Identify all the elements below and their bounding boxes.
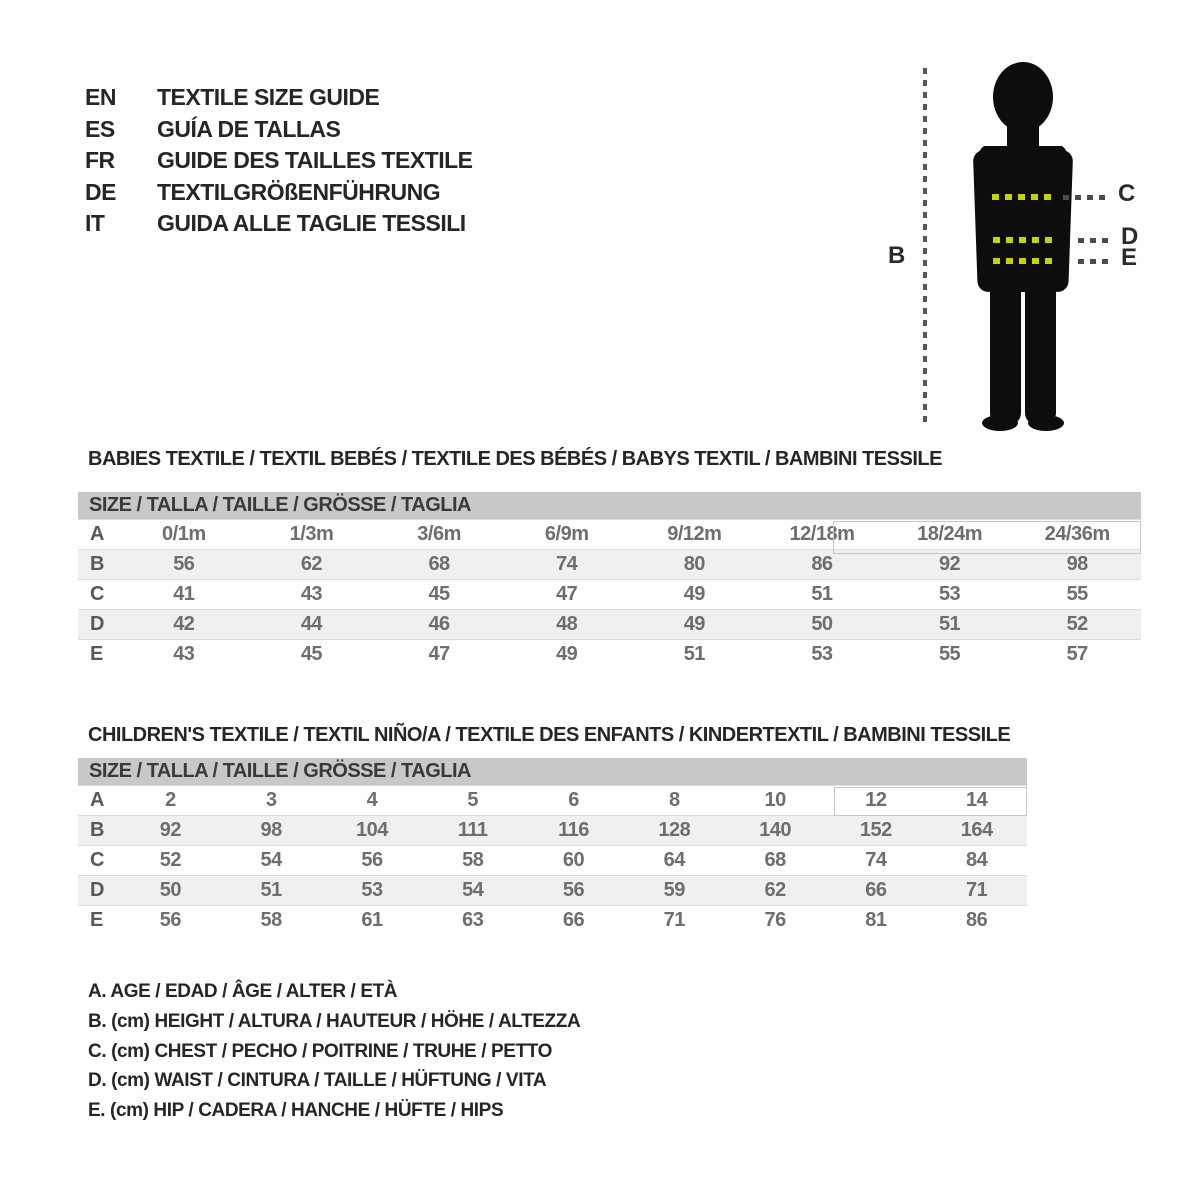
size-cell: 58 xyxy=(462,849,484,871)
size-cell: 49 xyxy=(683,613,705,635)
size-cell: 53 xyxy=(361,879,383,901)
size-cell: 3/6m xyxy=(417,523,461,545)
waist-leader-dots xyxy=(1078,238,1110,243)
size-cell: 55 xyxy=(1066,583,1088,605)
language-title: GUIDA ALLE TAGLIE TESSILI xyxy=(157,210,466,237)
row-letter: B xyxy=(90,819,105,841)
size-cell: 59 xyxy=(663,879,685,901)
language-code: FR xyxy=(85,147,115,174)
child-measurement-diagram xyxy=(880,40,1200,440)
size-cell: 41 xyxy=(173,583,195,605)
language-title: TEXTILGRÖßENFÜHRUNG xyxy=(157,178,441,205)
row-letter: E xyxy=(90,643,104,665)
table-row-d xyxy=(78,609,1141,639)
figure-label-c: C xyxy=(1118,180,1136,207)
size-cell: 98 xyxy=(260,819,282,841)
size-table-header: SIZE / TALLA / TAILLE / GRÖSSE / TAGLIA xyxy=(78,492,1141,519)
size-cell: 104 xyxy=(356,819,388,841)
language-row-en xyxy=(85,84,473,116)
size-cell: 50 xyxy=(811,613,833,635)
size-cell: 24/36m xyxy=(1044,523,1110,545)
size-cell: 63 xyxy=(462,909,484,931)
size-cell: 71 xyxy=(966,879,988,901)
size-cell: 164 xyxy=(960,819,993,841)
hip-dashed-line xyxy=(993,258,1056,264)
size-cell: 52 xyxy=(1066,613,1088,635)
size-cell: 46 xyxy=(428,613,450,635)
row-letter: D xyxy=(90,879,105,901)
size-cell: 62 xyxy=(300,553,323,575)
size-cell: 49 xyxy=(683,583,705,605)
legend-hip: E. (cm) HIP / CADERA / HANCHE / HÜFTE / HIPS xyxy=(88,1100,504,1122)
size-cell: 66 xyxy=(865,879,887,901)
language-row-es xyxy=(85,116,473,148)
size-cell: 3 xyxy=(265,789,277,811)
size-cell: 58 xyxy=(260,909,282,931)
hip-leader-dots xyxy=(1078,259,1110,264)
size-cell: 76 xyxy=(764,909,786,931)
size-cell: 42 xyxy=(173,613,195,635)
size-cell: 68 xyxy=(428,553,450,575)
size-cell: 111 xyxy=(457,819,488,841)
size-cell: 12 xyxy=(865,789,887,811)
figure-label-e: E xyxy=(1121,244,1138,271)
legend-height: B. (cm) HEIGHT / ALTURA / HAUTEUR / HÖHE / ALTEZZA xyxy=(88,1010,581,1032)
row-letter: C xyxy=(90,849,105,871)
measurement-legend xyxy=(88,981,580,1130)
row-letter: D xyxy=(90,613,105,635)
size-cell: 45 xyxy=(300,643,323,665)
size-cell: 68 xyxy=(764,849,786,871)
table-row-e xyxy=(78,905,1027,935)
size-cell: 80 xyxy=(683,553,705,575)
size-cell: 18/24m xyxy=(917,523,982,545)
language-row-it xyxy=(85,210,473,242)
size-cell: 6/9m xyxy=(544,523,589,545)
size-cell: 86 xyxy=(966,909,988,931)
size-cell: 62 xyxy=(764,879,786,901)
size-cell: 51 xyxy=(938,613,961,635)
size-cell: 98 xyxy=(1066,553,1088,575)
language-code: EN xyxy=(85,84,116,110)
size-cell: 66 xyxy=(562,909,585,931)
size-cell: 47 xyxy=(428,643,450,665)
size-cell: 128 xyxy=(658,819,691,841)
size-cell: 56 xyxy=(562,879,585,901)
size-cell: 56 xyxy=(173,553,195,575)
size-cell: 57 xyxy=(1066,643,1088,665)
size-cell: 51 xyxy=(811,583,833,605)
size-cell: 50 xyxy=(159,879,182,901)
size-cell: 47 xyxy=(556,583,578,605)
legend-chest: C. (cm) CHEST / PECHO / POITRINE / TRUHE / PETTO xyxy=(88,1040,552,1062)
language-title: GUIDE DES TAILLES TEXTILE xyxy=(157,147,473,174)
size-cell: 56 xyxy=(159,909,182,931)
children-selected-size-box xyxy=(834,787,1027,816)
size-cell: 140 xyxy=(759,819,792,841)
language-title: TEXTILE SIZE GUIDE xyxy=(157,84,380,110)
row-letter: E xyxy=(90,909,104,931)
language-row-de xyxy=(85,179,473,211)
height-dashed-line xyxy=(923,68,927,425)
language-code: DE xyxy=(85,178,116,205)
size-cell: 55 xyxy=(938,643,961,665)
size-cell: 14 xyxy=(966,789,988,811)
size-cell: 74 xyxy=(556,553,578,575)
size-cell: 10 xyxy=(764,789,786,811)
size-cell: 1/3m xyxy=(289,523,334,545)
language-row-fr xyxy=(85,147,473,179)
size-cell: 64 xyxy=(663,849,685,871)
size-cell: 74 xyxy=(865,849,887,871)
size-cell: 53 xyxy=(811,643,833,665)
size-cell: 54 xyxy=(462,879,484,901)
size-cell: 8 xyxy=(668,789,680,811)
size-cell: 4 xyxy=(366,789,378,811)
size-table-header: SIZE / TALLA / TAILLE / GRÖSSE / TAGLIA xyxy=(78,758,1027,785)
babies-size-table xyxy=(78,492,1141,669)
row-letter: B xyxy=(90,553,105,575)
babies-selected-size-box xyxy=(833,521,1141,554)
size-cell: 116 xyxy=(558,819,589,841)
size-cell: 51 xyxy=(260,879,282,901)
size-cell: 43 xyxy=(173,643,195,665)
row-letter: A xyxy=(90,789,105,811)
size-cell: 9/12m xyxy=(667,523,722,545)
chest-dashed-line xyxy=(992,194,1055,200)
children-section-title: CHILDREN'S TEXTILE / TEXTIL NIÑO/A / TEXTILE DES ENFANTS / KINDERTEXTIL / BAMBINI TESSILE xyxy=(88,724,1011,746)
size-cell: 0/1m xyxy=(162,523,206,545)
size-cell: 44 xyxy=(300,613,323,635)
size-cell: 92 xyxy=(938,553,961,575)
figure-label-d: D xyxy=(1121,223,1139,250)
size-cell: 49 xyxy=(556,643,578,665)
table-row-e xyxy=(78,639,1141,669)
size-cell: 12/18m xyxy=(789,523,855,545)
size-cell: 71 xyxy=(663,909,685,931)
chest-leader-dots xyxy=(1063,195,1109,200)
size-cell: 152 xyxy=(859,819,892,841)
legend-waist: D. (cm) WAIST / CINTURA / TAILLE / HÜFTUNG / VITA xyxy=(88,1070,547,1092)
children-size-table xyxy=(78,758,1027,935)
row-letter: A xyxy=(90,523,105,545)
size-cell: 6 xyxy=(568,789,579,811)
size-cell: 92 xyxy=(159,819,182,841)
waist-dashed-line xyxy=(993,237,1055,243)
size-cell: 54 xyxy=(260,849,282,871)
size-cell: 52 xyxy=(159,849,182,871)
table-row-c xyxy=(78,579,1141,609)
table-row-d xyxy=(78,875,1027,905)
table-row-c xyxy=(78,845,1027,875)
row-letter: C xyxy=(90,583,105,605)
babies-section-title: BABIES TEXTILE / TEXTIL BEBÉS / TEXTILE DES BÉBÉS / BABYS TEXTIL / BAMBINI TESSILE xyxy=(88,448,942,470)
legend-age: A. AGE / EDAD / ÂGE / ALTER / ETÀ xyxy=(88,981,398,1002)
size-cell: 43 xyxy=(300,583,323,605)
size-cell: 51 xyxy=(683,643,705,665)
language-code: ES xyxy=(85,115,115,142)
language-code: IT xyxy=(85,210,105,237)
size-cell: 2 xyxy=(165,789,176,811)
size-cell: 56 xyxy=(361,849,383,871)
size-cell: 45 xyxy=(428,583,450,605)
language-title: GUÍA DE TALLAS xyxy=(157,115,341,142)
language-title-list xyxy=(85,84,473,242)
size-cell: 84 xyxy=(966,849,988,871)
size-cell: 81 xyxy=(865,909,887,931)
size-cell: 61 xyxy=(361,909,383,931)
size-cell: 86 xyxy=(811,553,833,575)
size-cell: 48 xyxy=(556,613,578,635)
size-cell: 60 xyxy=(562,849,585,871)
size-cell: 53 xyxy=(938,583,961,605)
size-cell: 5 xyxy=(467,789,479,811)
figure-label-b: B xyxy=(888,242,906,269)
table-row-b xyxy=(78,815,1027,845)
